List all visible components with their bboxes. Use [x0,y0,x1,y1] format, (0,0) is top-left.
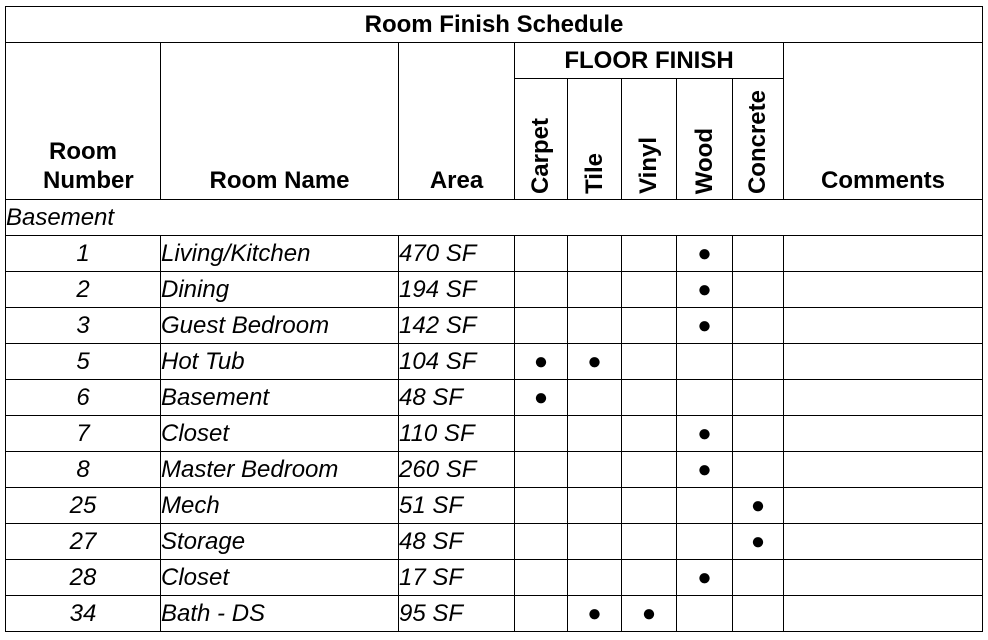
header-area: Area [399,43,515,200]
table-row [6,272,983,308]
area-cell: 17 SF [399,560,515,596]
header-vinyl: Vinyl [622,79,677,200]
room-number-cell: 1 [6,236,161,272]
wood-mark [677,344,733,380]
area-cell: 51 SF [399,488,515,524]
vinyl-mark [622,236,677,272]
tile-mark [568,560,622,596]
header-comments: Comments [784,43,983,200]
vinyl-mark [622,380,677,416]
concrete-mark [733,452,784,488]
concrete-mark [733,416,784,452]
carpet-mark [515,236,568,272]
room-number-cell: 3 [6,308,161,344]
tile-mark [568,452,622,488]
carpet-mark [515,488,568,524]
area-cell: 104 SF [399,344,515,380]
comments-cell [784,236,983,272]
wood-mark [677,596,733,632]
carpet-mark [515,560,568,596]
room-finish-schedule-table [5,6,983,632]
comments-cell [784,452,983,488]
table-row [6,344,983,380]
concrete-mark [733,344,784,380]
concrete-mark [733,380,784,416]
concrete-mark [733,596,784,632]
room-name-cell: Closet [161,416,399,452]
room-name-cell: Master Bedroom [161,452,399,488]
concrete-mark: ● [733,488,784,524]
room-name-cell: Basement [161,380,399,416]
room-number-cell: 5 [6,344,161,380]
carpet-mark [515,416,568,452]
comments-cell [784,344,983,380]
room-name-cell: Hot Tub [161,344,399,380]
section-label-basement: Basement [6,200,983,236]
vinyl-mark [622,524,677,560]
room-name-cell: Living/Kitchen [161,236,399,272]
area-cell: 194 SF [399,272,515,308]
vinyl-mark [622,488,677,524]
table-row [6,308,983,344]
concrete-mark [733,560,784,596]
room-name-cell: Guest Bedroom [161,308,399,344]
room-name-cell: Storage [161,524,399,560]
table-row [6,524,983,560]
tile-mark [568,308,622,344]
vinyl-mark [622,344,677,380]
table-row [6,452,983,488]
header-concrete: Concrete [733,79,784,200]
table-row [6,416,983,452]
tile-mark [568,524,622,560]
tile-mark [568,380,622,416]
wood-mark: ● [677,272,733,308]
table-row [6,380,983,416]
table-row [6,236,983,272]
vinyl-mark: ● [622,596,677,632]
tile-mark [568,272,622,308]
carpet-mark: ● [515,344,568,380]
comments-cell [784,416,983,452]
room-name-cell: Dining [161,272,399,308]
wood-mark [677,524,733,560]
carpet-mark: ● [515,380,568,416]
header-tile: Tile [568,79,622,200]
header-room-number: Room Number [6,43,161,200]
wood-mark: ● [677,236,733,272]
comments-cell [784,524,983,560]
header-carpet: Carpet [515,79,568,200]
vinyl-mark [622,308,677,344]
table-row [6,560,983,596]
carpet-mark [515,524,568,560]
tile-mark: ● [568,596,622,632]
vinyl-mark [622,452,677,488]
concrete-mark: ● [733,524,784,560]
table-row [6,596,983,632]
carpet-mark [515,452,568,488]
area-cell: 260 SF [399,452,515,488]
wood-mark: ● [677,308,733,344]
tile-mark [568,488,622,524]
wood-mark: ● [677,416,733,452]
vinyl-mark [622,416,677,452]
header-room-name: Room Name [161,43,399,200]
comments-cell [784,488,983,524]
room-name-cell: Bath - DS [161,596,399,632]
room-number-cell: 28 [6,560,161,596]
concrete-mark [733,308,784,344]
wood-mark [677,488,733,524]
carpet-mark [515,596,568,632]
comments-cell [784,308,983,344]
area-cell: 470 SF [399,236,515,272]
area-cell: 48 SF [399,524,515,560]
header-wood: Wood [677,79,733,200]
area-cell: 95 SF [399,596,515,632]
wood-mark: ● [677,452,733,488]
room-number-cell: 7 [6,416,161,452]
comments-cell [784,560,983,596]
room-number-cell: 2 [6,272,161,308]
room-number-cell: 8 [6,452,161,488]
room-number-cell: 6 [6,380,161,416]
carpet-mark [515,272,568,308]
room-name-cell: Closet [161,560,399,596]
wood-mark [677,380,733,416]
room-number-cell: 25 [6,488,161,524]
table-row [6,488,983,524]
wood-mark: ● [677,560,733,596]
concrete-mark [733,272,784,308]
header-floor-finish: FLOOR FINISH [515,43,784,79]
vinyl-mark [622,272,677,308]
tile-mark [568,416,622,452]
comments-cell [784,380,983,416]
area-cell: 142 SF [399,308,515,344]
area-cell: 48 SF [399,380,515,416]
tile-mark: ● [568,344,622,380]
room-name-cell: Mech [161,488,399,524]
comments-cell [784,596,983,632]
area-cell: 110 SF [399,416,515,452]
room-number-cell: 34 [6,596,161,632]
schedule-title: Room Finish Schedule [6,7,983,43]
concrete-mark [733,236,784,272]
tile-mark [568,236,622,272]
vinyl-mark [622,560,677,596]
room-number-cell: 27 [6,524,161,560]
carpet-mark [515,308,568,344]
comments-cell [784,272,983,308]
